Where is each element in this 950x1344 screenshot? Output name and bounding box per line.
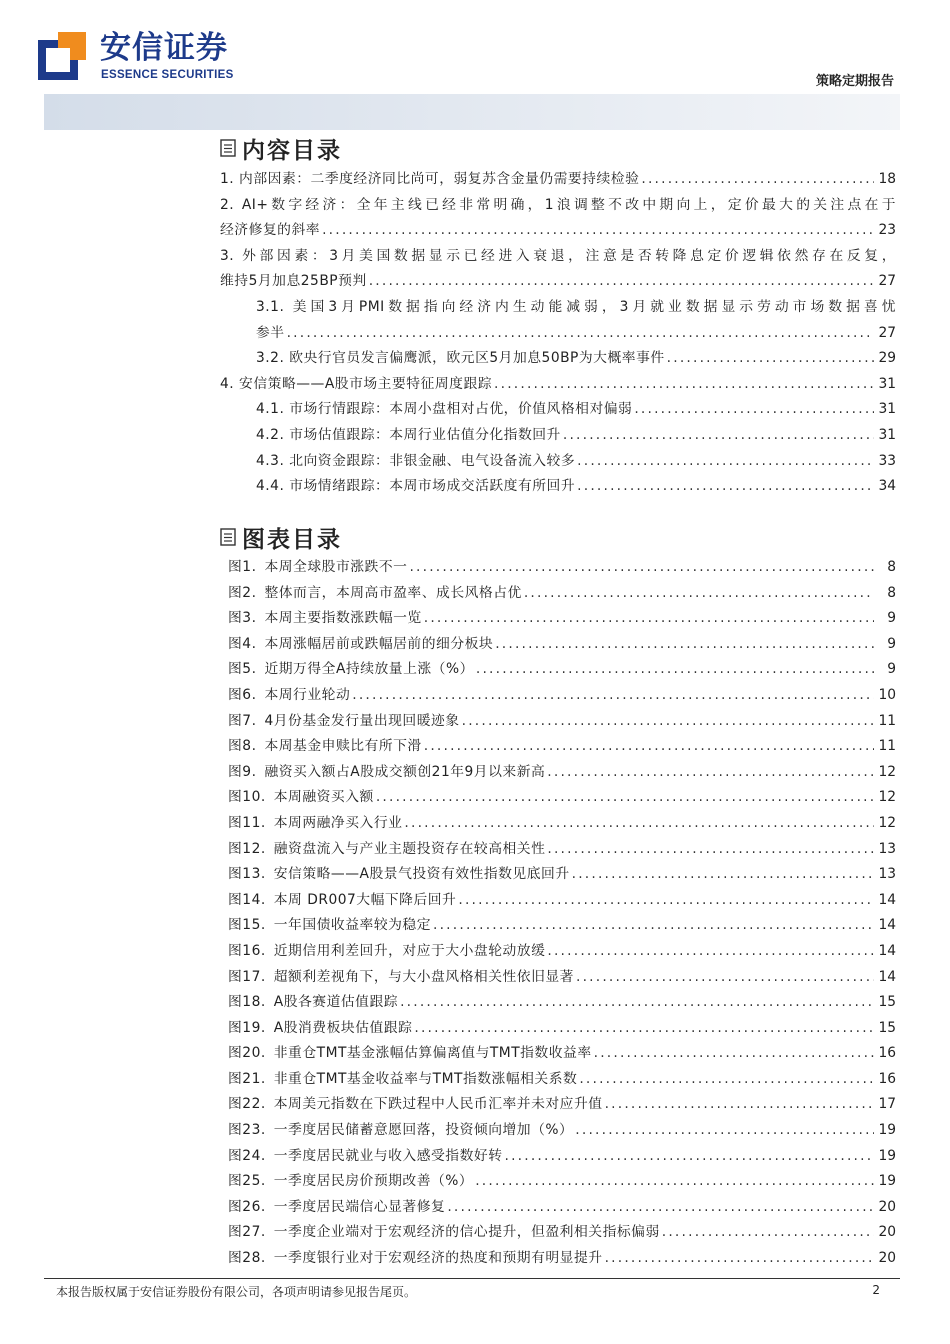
toc-entry[interactable]: [220, 423, 896, 449]
dot-leader: [462, 709, 874, 735]
dot-leader: [605, 1092, 874, 1118]
dot-leader: [575, 1118, 874, 1144]
figure-entry-title[interactable]: 一季度企业端对于宏观经济的信心提升，但盈利相关指标偏弱: [273, 1224, 660, 1241]
figure-entry-page[interactable]: 14: [878, 968, 896, 985]
figure-entry-page[interactable]: 20: [878, 1250, 896, 1267]
figure-entry-label[interactable]: 图15.: [228, 917, 266, 934]
figure-entry-label[interactable]: 图28.: [228, 1250, 266, 1267]
figure-entry-label[interactable]: 图6.: [228, 686, 257, 703]
figure-entry-page[interactable]: 19: [878, 1173, 896, 1190]
toc-entry[interactable]: [220, 372, 896, 398]
dot-leader: [369, 269, 874, 295]
figure-entry-title[interactable]: 近期万得全A持续放量上涨（%）: [264, 661, 474, 678]
figure-entry-label[interactable]: 图16.: [228, 942, 266, 959]
toc-entry-page[interactable]: 31: [878, 401, 896, 418]
toc-list: [220, 167, 896, 500]
figure-entry-label[interactable]: 图5.: [228, 661, 257, 678]
figure-entry[interactable]: [220, 1118, 896, 1144]
figure-entry[interactable]: [220, 862, 896, 888]
figure-entry[interactable]: [220, 606, 896, 632]
toc-entry-page[interactable]: 31: [878, 375, 896, 392]
figure-entry-page[interactable]: 17: [878, 1096, 896, 1113]
figure-entry-page[interactable]: 9: [887, 635, 896, 652]
figure-entry[interactable]: [220, 657, 896, 683]
dot-leader: [576, 965, 874, 991]
figures-list: [220, 555, 896, 1272]
toc-entry-title[interactable]: 3.2. 欧央行官员发言偏鹰派，欧元区5月加息50BP为大概率事件: [256, 350, 665, 367]
figure-entry-title[interactable]: A股消费板块估值跟踪: [273, 1019, 413, 1036]
figure-entry[interactable]: [220, 1092, 896, 1118]
figure-entry-label[interactable]: 图24.: [228, 1147, 266, 1164]
dot-leader: [404, 811, 874, 837]
dot-leader: [547, 939, 874, 965]
figure-entry[interactable]: [220, 837, 896, 863]
toc-entry[interactable]: [220, 474, 896, 500]
dot-leader: [547, 837, 874, 863]
figure-entry-title[interactable]: 本周 DR007大幅下降后回升: [273, 891, 457, 908]
figure-entry-title[interactable]: 整体而言，本周高市盈率、成长风格占优: [264, 584, 522, 601]
figure-entry-title[interactable]: 本周主要指数涨跌幅一览: [264, 610, 422, 627]
toc-entry-page[interactable]: 34: [878, 478, 896, 495]
figure-entry-title[interactable]: 近期信用利差回升，对应于大小盘轮动放缓: [273, 942, 546, 959]
dot-leader: [605, 1246, 874, 1272]
dot-leader: [475, 1169, 874, 1195]
logo-chinese-name: 安信证券: [100, 30, 228, 66]
figure-entry[interactable]: [220, 1246, 896, 1272]
toc-entry-page[interactable]: 33: [878, 452, 896, 469]
dot-leader: [662, 1220, 874, 1246]
dot-leader: [641, 167, 874, 193]
figure-entry-title[interactable]: 融资盘流入与产业主题投资存在较高相关性: [273, 840, 546, 857]
figure-entry-page[interactable]: 13: [878, 840, 896, 857]
figure-entry-label[interactable]: 图12.: [228, 840, 266, 857]
figure-entry-label[interactable]: 图10.: [228, 789, 266, 806]
figure-entry-title[interactable]: A股各赛道估值跟踪: [273, 994, 399, 1011]
figure-entry-title[interactable]: 4月份基金发行量出现回暖迹象: [264, 712, 460, 729]
figure-entry[interactable]: [220, 1041, 896, 1067]
figure-entry-label[interactable]: 图4.: [228, 635, 257, 652]
dot-leader: [414, 1016, 874, 1042]
figure-entry[interactable]: [220, 555, 896, 581]
figure-entry-page[interactable]: 11: [878, 738, 896, 755]
figure-entry-page[interactable]: 12: [878, 763, 896, 780]
toc-entry-title[interactable]: 3. 外部因素：3月美国数据显示已经进入衰退，注意是否转降息定价逻辑依然存在反复，: [220, 247, 896, 264]
figure-entry[interactable]: [220, 785, 896, 811]
page-number: 2: [872, 1283, 880, 1297]
toc-heading: [220, 133, 342, 163]
footer-disclaimer: 本报告版权属于安信证券股份有限公司，各项声明请参见报告尾页。: [56, 1285, 417, 1299]
figure-entry-page[interactable]: 11: [878, 712, 896, 729]
figure-entry[interactable]: [220, 939, 896, 965]
figure-entry[interactable]: [220, 811, 896, 837]
figure-entry-title[interactable]: 一季度银行业对于宏观经济的热度和预期有明显提升: [273, 1250, 603, 1267]
dot-leader: [424, 606, 874, 632]
figure-entry-title[interactable]: 一年国债收益率较为稳定: [273, 917, 432, 934]
figure-entry-title[interactable]: 非重仓TMT基金收益率与TMT指数涨幅相关系数: [273, 1070, 578, 1087]
toc-entry[interactable]: [220, 269, 896, 295]
figure-entry-title[interactable]: 安信策略——A股景气投资有效性指数见底回升: [273, 866, 570, 883]
logo-english-name: ESSENCE SECURITIES: [101, 69, 234, 81]
toc-entry[interactable]: [220, 167, 896, 193]
figure-entry-label[interactable]: 图26.: [228, 1198, 266, 1215]
toc-entry[interactable]: [220, 449, 896, 475]
figure-entry-page[interactable]: 14: [878, 917, 896, 934]
toc-entry[interactable]: [220, 295, 896, 321]
figure-entry-page[interactable]: 13: [878, 866, 896, 883]
figures-heading: [220, 522, 342, 552]
figure-entry-title[interactable]: 融资买入额占A股成交额创21年9月以来新高: [264, 763, 546, 780]
figure-entry-label[interactable]: 图17.: [228, 968, 266, 985]
dot-leader: [376, 785, 874, 811]
figure-entry-title[interactable]: 本周全球股市涨跌不一: [264, 559, 408, 575]
figure-entry-label[interactable]: 图13.: [228, 866, 266, 883]
figure-entry[interactable]: [220, 965, 896, 991]
figure-entry[interactable]: [220, 1195, 896, 1221]
dot-leader: [495, 632, 874, 658]
footer-divider: [44, 1278, 900, 1279]
figure-entry[interactable]: [220, 734, 896, 760]
company-logo-icon: [38, 32, 86, 80]
figure-entry[interactable]: [220, 888, 896, 914]
dot-leader: [505, 1144, 875, 1170]
figure-entry-title[interactable]: 本周融资买入额: [273, 789, 374, 806]
toc-entry-page[interactable]: 18: [878, 171, 896, 187]
toc-entry-page[interactable]: 31: [878, 426, 896, 443]
figure-entry-label[interactable]: 图8.: [228, 738, 257, 755]
dot-leader: [322, 218, 874, 244]
dot-leader: [572, 862, 874, 888]
dot-leader: [577, 449, 874, 475]
figure-entry-title[interactable]: 一季度居民房价预期改善（%）: [273, 1173, 474, 1190]
figure-entry-page[interactable]: 14: [878, 891, 896, 908]
dot-leader: [547, 760, 874, 786]
dot-leader: [579, 1067, 874, 1093]
figure-entry-label[interactable]: 图14.: [228, 891, 266, 908]
figure-entry-label[interactable]: 图20.: [228, 1045, 266, 1062]
toc-entry-title[interactable]: 经济修复的斜率: [220, 222, 321, 239]
figure-entry-label[interactable]: 图2.: [228, 584, 257, 601]
dot-leader: [634, 397, 874, 423]
figure-entry-title[interactable]: 一季度居民储蓄意愿回落，投资倾向增加（%）: [273, 1122, 574, 1139]
dot-leader: [447, 1195, 874, 1221]
dot-leader: [476, 657, 874, 683]
figure-entry[interactable]: [220, 1169, 896, 1195]
dot-leader: [458, 888, 874, 914]
figure-entry-page[interactable]: 12: [878, 789, 896, 806]
figure-entry-label[interactable]: 图22.: [228, 1096, 266, 1113]
toc-entry[interactable]: [220, 346, 896, 372]
figure-entry-title[interactable]: 本周两融净买入行业: [273, 814, 403, 831]
figure-entry[interactable]: [220, 1016, 896, 1042]
dot-leader: [594, 1041, 874, 1067]
toc-entry-page[interactable]: 29: [878, 350, 896, 367]
dot-leader: [400, 990, 874, 1016]
figure-entry[interactable]: [220, 581, 896, 607]
figure-entry-page[interactable]: 9: [887, 661, 896, 678]
dot-leader: [409, 555, 874, 581]
figure-entry-title[interactable]: 一季度居民就业与收入感受指数好转: [273, 1147, 503, 1164]
figure-entry-label[interactable]: 图7.: [228, 712, 257, 729]
toc-entry[interactable]: [220, 244, 896, 270]
toc-heading-text: 内容目录: [242, 137, 342, 164]
toc-entry-title[interactable]: 1. 内部因素：二季度经济同比尚可，弱复苏含金量仍需要持续检验: [220, 171, 640, 187]
figure-entry-page[interactable]: 9: [887, 610, 896, 627]
figure-entry-page[interactable]: 15: [878, 1019, 896, 1036]
figure-entry-page[interactable]: 12: [878, 814, 896, 831]
figure-entry-page[interactable]: 14: [878, 942, 896, 959]
toc-entry-page[interactable]: 27: [878, 273, 896, 290]
figure-entry[interactable]: [220, 632, 896, 658]
dot-leader: [424, 734, 874, 760]
toc-entry[interactable]: [220, 193, 896, 219]
toc-entry-title[interactable]: 4.1. 市场行情跟踪：本周小盘相对占优，价值风格相对偏弱: [256, 401, 633, 418]
toc-entry-title[interactable]: 4.3. 北向资金跟踪：非银金融、电气设备流入较多: [256, 452, 576, 469]
figure-entry-title[interactable]: 非重仓TMT基金涨幅估算偏离值与TMT指数收益率: [273, 1045, 592, 1062]
figure-entry-label[interactable]: 图9.: [228, 763, 257, 780]
figure-entry-label[interactable]: 图18.: [228, 994, 266, 1011]
figure-entry-title[interactable]: 本周行业轮动: [264, 686, 351, 703]
figure-entry-page[interactable]: 16: [878, 1070, 896, 1087]
figure-entry[interactable]: [220, 760, 896, 786]
figure-entry-page[interactable]: 10: [878, 686, 896, 703]
dot-leader: [667, 346, 874, 372]
figure-entry-label[interactable]: 图27.: [228, 1224, 266, 1241]
figure-entry-title[interactable]: 本周基金申赎比有所下滑: [264, 738, 422, 755]
document-list-icon: [220, 139, 236, 157]
dot-leader: [524, 581, 874, 607]
figure-entry[interactable]: [220, 1144, 896, 1170]
figure-entry-label[interactable]: 图19.: [228, 1019, 266, 1036]
figure-entry-page[interactable]: 20: [878, 1198, 896, 1215]
toc-entry[interactable]: [220, 218, 896, 244]
dot-leader: [433, 913, 874, 939]
figure-entry-page[interactable]: 20: [878, 1224, 896, 1241]
toc-entry[interactable]: [220, 397, 896, 423]
toc-entry-title[interactable]: 2. AI+数字经济：全年主线已经非常明确，1浪调整不改中期向上，定价最大的关注点在于: [220, 196, 896, 213]
figure-entry[interactable]: [220, 913, 896, 939]
figure-entry[interactable]: [220, 709, 896, 735]
toc-entry-title[interactable]: 维持5月加息25BP预判: [220, 273, 367, 290]
toc-entry-title[interactable]: 3.1. 美国3月PMI数据指向经济内生动能减弱，3月就业数据显示劳动市场数据喜忧: [256, 298, 896, 315]
dot-leader: [352, 683, 874, 709]
dot-leader: [563, 423, 874, 449]
figure-entry-page[interactable]: 19: [878, 1147, 896, 1164]
figure-entry-label[interactable]: 图25.: [228, 1173, 266, 1190]
figure-entry-label[interactable]: 图3.: [228, 610, 257, 627]
toc-entry-title[interactable]: 4.2. 市场估值跟踪：本周行业估值分化指数回升: [256, 426, 561, 443]
figure-entry-label[interactable]: 图23.: [228, 1122, 266, 1139]
toc-entry-page[interactable]: 23: [878, 222, 896, 239]
figure-entry-page[interactable]: 8: [887, 584, 896, 601]
header-band: [44, 94, 900, 130]
report-type: 策略定期报告: [815, 74, 894, 89]
figure-entry-label[interactable]: 图1.: [228, 559, 257, 575]
figure-entry-label[interactable]: 图11.: [228, 814, 266, 831]
figure-entry-title[interactable]: 一季度居民端信心显著修复: [273, 1198, 446, 1215]
figure-entry-label[interactable]: 图21.: [228, 1070, 266, 1087]
dot-leader: [577, 474, 874, 500]
toc-entry-title[interactable]: 4. 安信策略——A股市场主要特征周度跟踪: [220, 375, 493, 392]
document-list-icon: [220, 528, 236, 546]
toc-entry-title[interactable]: 4.4. 市场情绪跟踪：本周市场成交活跃度有所回升: [256, 478, 576, 495]
figure-entry[interactable]: [220, 1067, 896, 1093]
figure-entry-title[interactable]: 超额利差视角下，与大小盘风格相关性依旧显著: [273, 968, 574, 985]
figure-entry-page[interactable]: 15: [878, 994, 896, 1011]
toc-entry-title[interactable]: 参半: [256, 324, 285, 341]
toc-entry-page[interactable]: 27: [878, 324, 896, 341]
dot-leader: [494, 372, 874, 398]
figure-entry-page[interactable]: 8: [887, 559, 896, 575]
figure-entry-page[interactable]: 16: [878, 1045, 896, 1062]
dot-leader: [287, 321, 874, 347]
figure-entry[interactable]: [220, 1220, 896, 1246]
figure-entry-title[interactable]: 本周美元指数在下跌过程中人民币汇率并未对应升值: [273, 1096, 603, 1113]
figure-entry-title[interactable]: 本周涨幅居前或跌幅居前的细分板块: [264, 635, 494, 652]
figures-heading-text: 图表目录: [242, 526, 342, 553]
figure-entry-page[interactable]: 19: [878, 1122, 896, 1139]
toc-entry[interactable]: [220, 321, 896, 347]
figure-entry[interactable]: [220, 683, 896, 709]
figure-entry[interactable]: [220, 990, 896, 1016]
